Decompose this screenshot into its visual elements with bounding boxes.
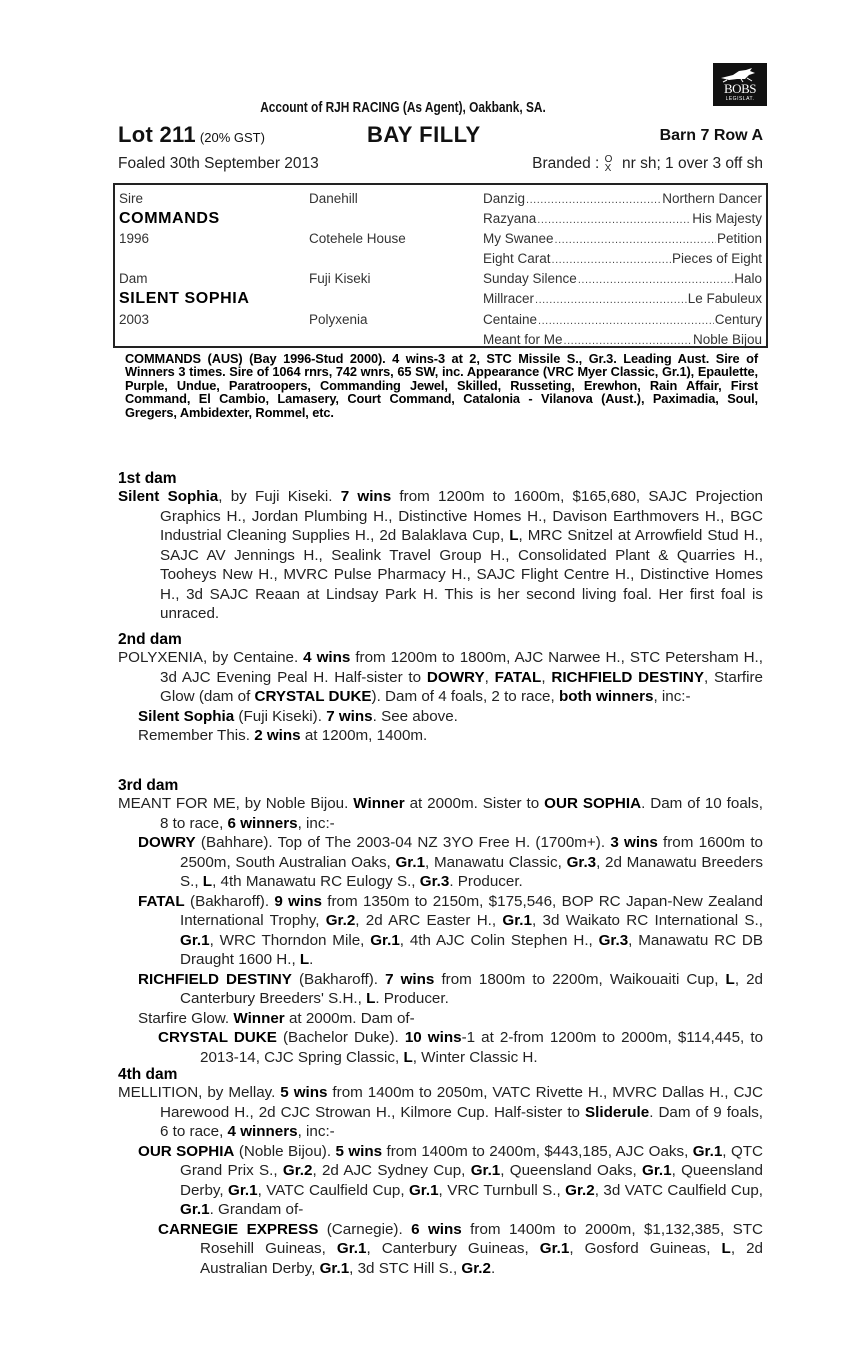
- text-run: , Starfire Glow (dam of: [160, 668, 763, 705]
- bold-text: DOWRY: [426, 668, 485, 686]
- bold-text: L: [299, 951, 310, 968]
- brand-mark-icon: [604, 155, 618, 175]
- dam-paragraph: [118, 487, 763, 624]
- leader-dots: [537, 210, 691, 230]
- branded-detail: nr sh; 1 over 3 off sh: [621, 155, 763, 172]
- pedigree-parents-column: [119, 189, 299, 350]
- progeny-paragraph: [118, 707, 763, 727]
- text-run: (Bahhare). Top of The 2003-04 NZ 3YO Free H. (1700m+).: [195, 834, 611, 851]
- text-run: , 4th Manawatu RC Eulogy S.,: [212, 873, 420, 890]
- gst-note: (20% GST): [199, 130, 265, 145]
- pedigree-row: [483, 189, 762, 209]
- bold-text: Gr.1: [470, 1162, 501, 1179]
- bold-text: OUR SOPHIA: [138, 1142, 235, 1160]
- pedigree-great-grandparents-column: [483, 189, 762, 350]
- bold-text: 9 wins: [274, 892, 322, 910]
- bold-text: L: [721, 1240, 731, 1257]
- bobs-logo: [713, 63, 767, 106]
- fourth-dam-section: [118, 1066, 763, 1278]
- text-run: (Bakharoff).: [184, 892, 275, 910]
- bold-text: L: [366, 990, 376, 1007]
- dam-paragraph: [118, 1083, 763, 1142]
- dam-year: 2003: [119, 311, 150, 327]
- ancestor-sire: Century: [714, 311, 762, 327]
- section-heading: 2nd dam: [118, 631, 182, 648]
- sire-sire: Danehill: [309, 191, 358, 206]
- bold-text: 10 wins: [404, 1029, 462, 1046]
- sire-summary: COMMANDS (AUS) (Bay 1996-Stud 2000). 4 wins-3 at 2, STC Missile S., Gr.3. Leading Aust. Sire of Winners 3 times. Sire of 1064 rnrs, 742 wnrs, 65 SW, inc. Appearance (VRC Myer Classic, Gr.1), Epaulette, Purple, Undue, Paratroopers, Commanding Jewel, Skilled, Russeting, Erewhon, Rain Affair, First Command, El Cambio, Lamasery, Court Command, Catalonia - Vilanova (Aust.), Paximadia, Soul, Gregers, Ambidexter, Rommel, etc.: [125, 351, 758, 420]
- bold-text: Gr.1: [642, 1162, 672, 1179]
- bold-text: Gr.1: [539, 1240, 570, 1257]
- text-run: , Winter Classic H.: [412, 1048, 538, 1066]
- leader-dots: [578, 270, 733, 290]
- pedigree-row: [483, 310, 762, 330]
- grandprogeny-paragraph: [118, 1028, 763, 1067]
- bold-text: Gr.1: [336, 1240, 367, 1257]
- lot-number: [118, 122, 265, 148]
- bold-text: Gr.2: [461, 1259, 491, 1277]
- brand-info: [532, 155, 763, 175]
- text-run: Starfire Glow.: [138, 1009, 234, 1027]
- text-run: , Queensland Oaks,: [500, 1162, 642, 1179]
- dam-dam: Polyxenia: [309, 311, 368, 327]
- text-run: (Fuji Kiseki).: [234, 707, 327, 725]
- bold-text: Gr.1: [180, 931, 210, 949]
- first-dam-section: [118, 470, 763, 624]
- text-run: ,: [484, 668, 495, 686]
- ancestor-sire: Noble Bijou: [692, 331, 762, 347]
- bold-text: FATAL: [494, 668, 542, 686]
- bold-text: L: [725, 970, 735, 988]
- text-run: from 1200m to 1800m, AJC Narwee H., STC Petersham H., 3d AJC Evening Peal H. Half-sister to: [160, 649, 763, 686]
- bold-text: OUR SOPHIA: [544, 795, 642, 812]
- text-run: , inc:-: [653, 688, 691, 705]
- bold-text: 7 wins: [326, 707, 373, 725]
- brand-mark-top: O: [604, 154, 613, 165]
- pedigree-spacer: [309, 289, 479, 309]
- text-run: MELLITION, by Mellay.: [118, 1084, 281, 1101]
- text-run: . See above.: [372, 707, 458, 725]
- pedigree-row: [483, 289, 762, 309]
- ancestor-sire: His Majesty: [692, 211, 762, 227]
- text-run: . Grandam of-: [209, 1201, 304, 1218]
- text-run: Remember This.: [138, 727, 255, 744]
- bold-text: CARNEGIE EXPRESS: [158, 1220, 319, 1238]
- dam-label: Dam: [119, 271, 148, 287]
- text-run: , Manawatu RC DB Draught 1600 H.,: [180, 931, 763, 968]
- progeny-paragraph: [118, 970, 763, 1009]
- bold-text: RICHFIELD DESTINY: [551, 668, 704, 686]
- ancestor: Meant for Me: [483, 331, 563, 347]
- text-run: , 2d Australian Derby,: [200, 1240, 763, 1277]
- dam-name: SILENT SOPHIA: [119, 290, 250, 308]
- leader-dots: [538, 311, 714, 331]
- leader-dots: [555, 230, 716, 250]
- lot-description: BAY FILLY: [367, 122, 481, 147]
- logo-wordmark: BOBS: [724, 81, 756, 96]
- ancestor-sire: Petition: [716, 231, 762, 247]
- logo-subtitle: LEGISLAT.: [725, 96, 755, 102]
- ancestor: Millracer: [483, 291, 535, 307]
- text-run: , 4th AJC Colin Stephen H.,: [399, 931, 599, 949]
- text-run: .: [309, 951, 314, 968]
- ancestor: Sunday Silence: [483, 271, 577, 287]
- sire-year: 1996: [119, 231, 150, 247]
- text-run: , 2d ARC Easter H.,: [355, 912, 503, 929]
- text-run: from 1400m to 2050m, VATC Rivette H., MVRC Dallas H., CJC Harewood H., 2d CJC Strowan H., Kilmore Cup. Half-sister to: [160, 1084, 763, 1121]
- text-run: . Dam of 9 foals, 6 to race,: [160, 1103, 764, 1140]
- text-run: (Noble Bijou).: [234, 1142, 336, 1160]
- bold-text: FATAL: [138, 892, 185, 910]
- bold-text: Winner: [353, 795, 405, 812]
- text-run: , 2d AJC Sydney Cup,: [312, 1162, 471, 1179]
- text-run: . Dam of 10 foals, 8 to race,: [160, 795, 763, 832]
- grandprogeny-paragraph: [118, 1220, 763, 1279]
- brand-mark-bottom: X: [604, 163, 612, 174]
- pedigree-spacer: [119, 330, 299, 350]
- bold-text: Gr.3: [419, 873, 450, 890]
- pedigree-spacer: [309, 249, 479, 269]
- text-run: from 1200m to 1600m, $165,680, SAJC Projection Graphics H., Jordan Plumbing H., Distinctive Homes H., Davison Earthmovers H., BGC Industrial Cleaning Supplies H., 2d Balaklava Cup,: [160, 488, 763, 544]
- barn-location: Barn 7 Row A: [659, 127, 763, 144]
- text-run: . Producer.: [375, 990, 449, 1007]
- text-run: , QTC Grand Prix S.,: [180, 1142, 763, 1179]
- text-run: , 2d Canterbury Breeders' S.H.,: [180, 970, 763, 1007]
- text-run: , WRC Thorndon Mile,: [209, 931, 371, 949]
- branded-label: Branded :: [532, 155, 600, 172]
- bold-text: Silent Sophia: [138, 707, 235, 725]
- bold-text: 4 winners: [227, 1123, 298, 1140]
- pedigree-spacer: [309, 330, 479, 350]
- text-run: ,: [541, 668, 552, 686]
- pedigree-row: [483, 209, 762, 229]
- text-run: . Producer.: [449, 873, 523, 890]
- progeny-paragraph: [118, 833, 763, 892]
- bold-text: Gr.1: [180, 1201, 210, 1218]
- section-heading: 3rd dam: [118, 777, 179, 794]
- pedigree-spacer: [309, 209, 479, 229]
- bold-text: 6 winners: [227, 814, 298, 832]
- ancestor-sire: Pieces of Eight: [671, 251, 762, 267]
- text-run: (Carnegie).: [318, 1220, 412, 1238]
- vendor-account: Account of RJH RACING (As Agent), Oakbank, SA.: [260, 100, 546, 116]
- ancestor-sire: Halo: [734, 271, 762, 287]
- text-run: , Gosford Guineas,: [569, 1240, 722, 1257]
- bold-text: RICHFIELD DESTINY: [138, 970, 292, 988]
- text-run: , 3d Waikato RC International S.,: [531, 912, 763, 929]
- text-run: at 1200m, 1400m.: [300, 727, 428, 744]
- bold-text: CRYSTAL DUKE: [254, 688, 372, 705]
- foaled-date: Foaled 30th September 2013: [118, 155, 319, 172]
- bold-text: Winner: [233, 1009, 285, 1027]
- text-run: (Bachelor Duke).: [276, 1029, 405, 1046]
- text-run: , 2d Manawatu Breeders S.,: [180, 853, 763, 890]
- ancestor: Eight Carat: [483, 251, 551, 267]
- lot-label: Lot 211: [118, 122, 196, 147]
- bold-text: Gr.3: [598, 931, 629, 949]
- bold-text: 5 wins: [280, 1084, 328, 1101]
- text-run: from 1400m to 2000m, $1,132,385, STC Rosehill Guineas,: [200, 1220, 763, 1257]
- ancestor: Centaine: [483, 311, 538, 327]
- bold-text: CRYSTAL DUKE: [158, 1029, 277, 1046]
- dam-paragraph: [118, 794, 763, 833]
- third-dam-section: [118, 777, 763, 1067]
- bold-text: Gr.1: [692, 1142, 723, 1160]
- text-run: , inc:-: [297, 1123, 335, 1140]
- bold-text: Silent Sophia: [118, 488, 219, 505]
- text-run: POLYXENIA, by Centaine.: [118, 649, 304, 666]
- pedigree-row: [483, 249, 762, 269]
- bold-text: Gr.1: [502, 912, 532, 929]
- text-run: from 1600m to 2500m, South Australian Oaks,: [180, 834, 763, 871]
- bold-text: Gr.1: [370, 931, 400, 949]
- pedigree-row: [483, 229, 762, 249]
- bold-text: Gr.3: [566, 853, 597, 871]
- ancestor-sire: Le Fabuleux: [687, 291, 762, 307]
- progeny-paragraph: [118, 892, 763, 970]
- section-heading: 4th dam: [118, 1066, 178, 1083]
- text-run: MEANT FOR ME, by Noble Bijou.: [118, 795, 354, 812]
- bold-text: 6 wins: [411, 1220, 462, 1238]
- ancestor: My Swanee: [483, 231, 554, 247]
- leader-dots: [564, 331, 692, 351]
- text-run: , inc:-: [297, 814, 335, 832]
- bold-text: DOWRY: [138, 834, 196, 851]
- bold-text: Gr.1: [395, 853, 426, 871]
- progeny-paragraph: [118, 1009, 763, 1029]
- text-run: , Manawatu Classic,: [425, 853, 567, 871]
- text-run: , 3d VATC Caulfield Cup,: [594, 1181, 764, 1199]
- bold-text: Gr.1: [408, 1181, 439, 1199]
- ancestor: Razyana: [483, 211, 537, 227]
- text-run: (Bakharoff).: [291, 970, 386, 988]
- bold-text: 4 wins: [303, 649, 351, 666]
- text-run: , by Fuji Kiseki.: [218, 488, 341, 505]
- text-run: , Canterbury Guineas,: [366, 1240, 540, 1257]
- ancestor: Danzig: [483, 191, 526, 206]
- pedigree-table: [113, 183, 768, 348]
- text-run: , Queensland Derby,: [180, 1162, 763, 1199]
- bold-text: Gr.1: [228, 1181, 258, 1199]
- bold-text: L: [509, 527, 519, 544]
- text-run: , VATC Caulfield Cup,: [257, 1181, 409, 1199]
- bold-text: Sliderule: [585, 1103, 650, 1121]
- text-run: from 1400m to 2400m, $443,185, AJC Oaks,: [382, 1142, 693, 1160]
- text-run: -1 at 2-from 1200m to 2000m, $114,445, to 2013-14, CJC Spring Classic,: [200, 1029, 764, 1066]
- text-run: at 2000m. Sister to: [404, 795, 545, 812]
- dam-paragraph: [118, 648, 763, 707]
- pedigree-row: [483, 330, 762, 350]
- bold-text: L: [202, 873, 213, 890]
- bold-text: 5 wins: [335, 1142, 383, 1160]
- progeny-paragraph: [118, 1142, 763, 1220]
- text-run: , VRC Turnbull S.,: [438, 1181, 566, 1199]
- lot-header: [118, 122, 763, 150]
- ancestor-sire: Northern Dancer: [662, 191, 762, 206]
- leader-dots: [535, 290, 687, 310]
- bold-text: Gr.1: [319, 1259, 350, 1277]
- dam-sire: Fuji Kiseki: [309, 271, 371, 287]
- bold-text: 7 wins: [385, 970, 435, 988]
- bold-text: both winners: [558, 688, 654, 705]
- section-heading: 1st dam: [118, 470, 177, 487]
- bold-text: 7 wins: [340, 488, 392, 505]
- leader-dots: [526, 190, 661, 210]
- bold-text: Gr.2: [565, 1181, 595, 1199]
- text-run: .: [490, 1259, 496, 1277]
- sire-label: Sire: [119, 191, 144, 206]
- sire-name: COMMANDS: [119, 210, 220, 228]
- pedigree-row: [483, 269, 762, 289]
- progeny-paragraph: [118, 726, 763, 746]
- sire-dam: Cotehele House: [309, 231, 406, 247]
- pedigree-grandparents-column: [309, 189, 479, 350]
- text-run: , MRC Snitzel at Arrowfield Stud H., SAJC AV Jennings H., Sealink Travel Group H., Consolidated Plant & Quarries H., Tooheys New H., MVRC Pulse Pharmacy H., SAJC Flight Centre H., Distinctive Homes H., 3d SAJC Reaan at Lindsay Park H. This is her second living foal. Her first foal is unraced.: [160, 527, 763, 622]
- bold-text: 2 wins: [254, 727, 301, 744]
- text-run: from 1800m to 2200m, Waikouaiti Cup,: [434, 970, 726, 988]
- bold-text: Gr.2: [282, 1162, 313, 1179]
- second-dam-section: [118, 631, 763, 746]
- text-run: , 3d STC Hill S.,: [349, 1259, 462, 1277]
- foaling-info: [118, 155, 763, 177]
- bold-text: L: [403, 1048, 413, 1066]
- text-run: from 1350m to 2150m, $175,546, BOP RC Japan-New Zealand International Trophy,: [180, 892, 763, 929]
- bold-text: Gr.2: [325, 912, 356, 929]
- text-run: ). Dam of 4 foals, 2 to race,: [371, 688, 559, 705]
- bold-text: 3 wins: [610, 834, 658, 851]
- pedigree-spacer: [119, 249, 299, 269]
- text-run: at 2000m. Dam of-: [284, 1009, 415, 1027]
- leader-dots: [552, 250, 671, 270]
